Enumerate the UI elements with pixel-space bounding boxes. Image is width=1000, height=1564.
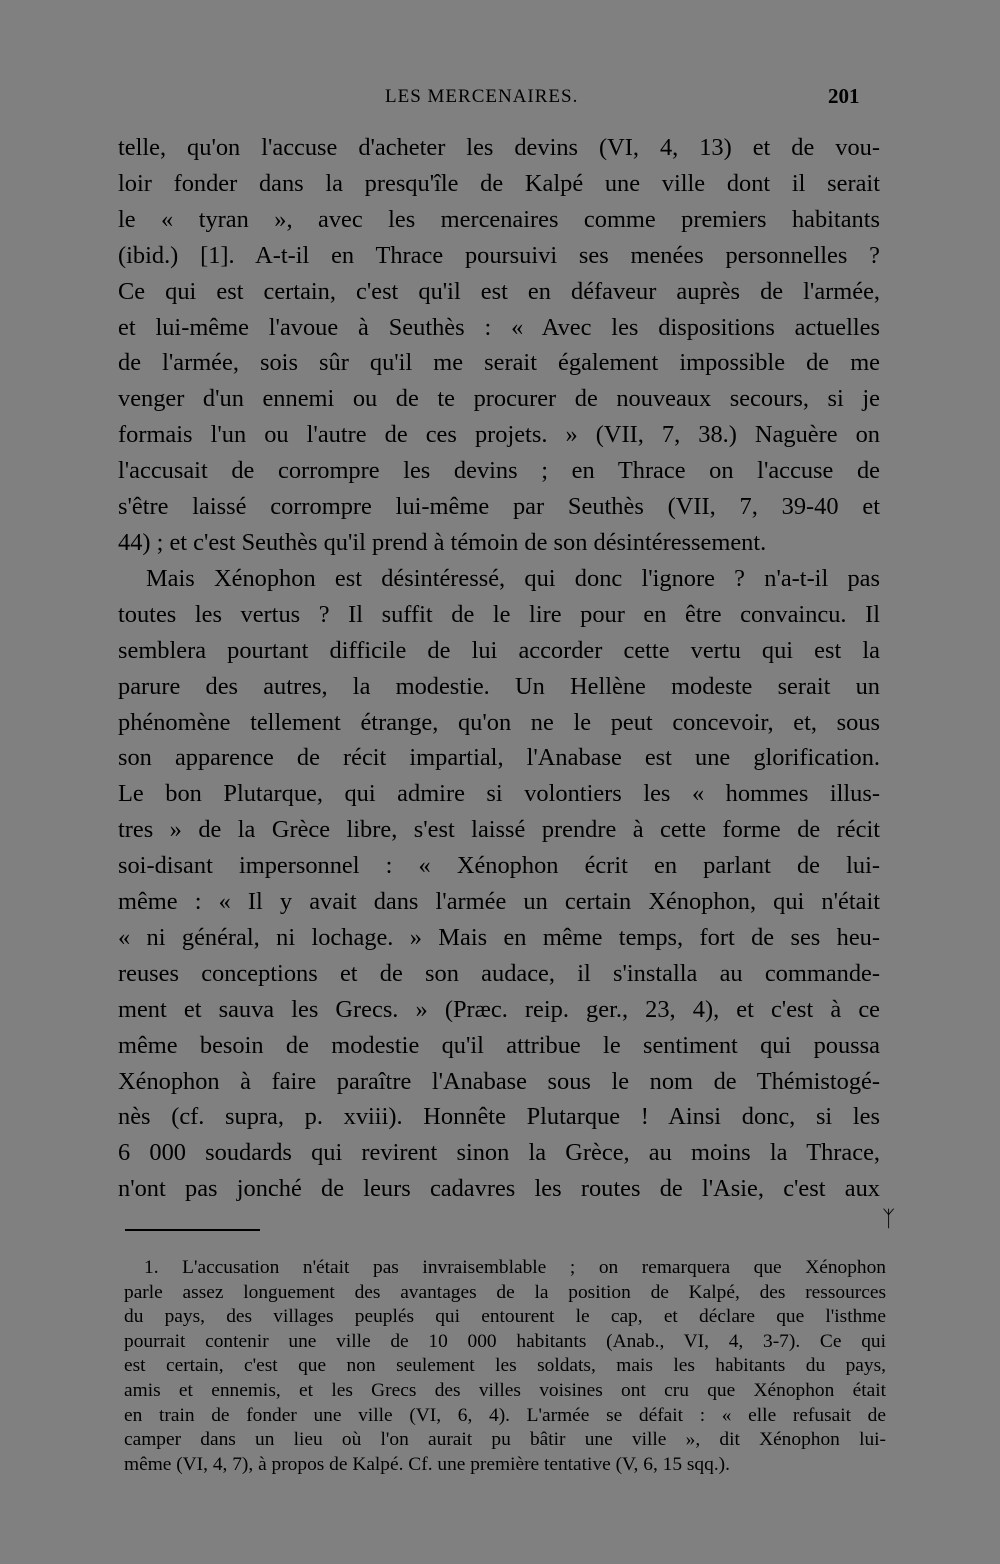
footnote-line: même (VI, 4, 7), à propos de Kalpé. Cf. une première tentative (V, 6, 15 sqq.). [124,1453,730,1475]
footnote-line: en train de fonder une ville (VI, 6, 4). L'armée se défait : « elle refusait de [124,1404,886,1426]
footnote-separator [125,1229,260,1231]
footnote-line: camper dans un lieu où l'on aurait pu bâtir une ville », dit Xénophon lui- [124,1429,886,1451]
text-line: nès (cf. supra, p. xviii). Honnête Plutarque ! Ainsi donc, si les [118,1103,880,1131]
text-line: venger d'un ennemi ou de te procurer de nouveaux secours, si je [118,385,880,413]
footnote-line: est certain, c'est que non seulement les soldats, mais les habitants du pays, [124,1355,886,1377]
text-line: de l'armée, sois sûr qu'il me serait également impossible de me [118,349,880,377]
text-line: 44) ; et c'est Seuthès qu'il prend à témoin de son désintéressement. [118,528,767,556]
text-line: loir fonder dans la presqu'île de Kalpé une ville dont il serait [118,169,880,197]
footnote [124,1256,886,1477]
footnote-line: 1. L'accusation n'était pas invraisemblable ; on remarquera que Xénophon [144,1257,886,1278]
text-line: et lui-même l'avoue à Seuthès : « Avec les dispositions actuelles [118,313,880,341]
text-line: Mais Xénophon est désintéressé, qui donc l'ignore ? n'a-t-il pas [146,564,880,592]
text-line: « ni général, ni lochage. » Mais en même temps, fort de ses heu- [118,923,880,951]
text-line: formais l'un ou l'autre de ces projets. » (VII, 7, 38.) Naguère on [118,421,880,449]
text-line: l'accusait de corrompre les devins ; en Thrace on l'accuse de [118,457,880,485]
signature-mark: ᛉ [882,1206,896,1231]
text-line: reuses conceptions et de son audace, il s'installa au commande- [118,959,880,987]
text-line: soi-disant impersonnel : « Xénophon écrit en parlant de lui- [118,852,880,880]
footnote-line: parle assez longuement des avantages de la position de Kalpé, des ressources [124,1281,886,1303]
text-line: Ce qui est certain, c'est qu'il est en défaveur auprès de l'armée, [118,277,880,305]
text-line: ment et sauva les Grecs. » (Præc. reip. ger., 23, 4), et c'est à ce [118,995,880,1023]
text-line: tres » de la Grèce libre, s'est laissé prendre à cette forme de récit [118,816,880,844]
page-number: 201 [828,84,860,108]
footnote-line: pourrait contenir une ville de 10 000 habitants (Anab., VI, 4, 3-7). Ce qui [124,1330,886,1352]
text-line: n'ont pas jonché de leurs cadavres les routes de l'Asie, c'est aux [118,1175,880,1203]
text-line: même : « Il y avait dans l'armée un certain Xénophon, qui n'était [118,888,880,916]
footnote-line: du pays, des villages peuplés qui entourent le cap, et déclare que l'isthme [124,1306,886,1328]
text-line: Xénophon à faire paraître l'Anabase sous le nom de Thémistogé- [118,1067,880,1095]
running-title: LES MERCENAIRES. [385,86,579,107]
text-line: son apparence de récit impartial, l'Anabase est une glorification. [118,744,880,772]
text-line: (ibid.) [1]. A-t-il en Thrace poursuivi ses menées personnelles ? [118,241,880,269]
footnote-line: amis et ennemis, et les Grecs des villes voisines ont cru que Xénophon était [124,1379,886,1401]
text-line: phénomène tellement étrange, qu'on ne le peut concevoir, et, sous [118,708,880,736]
text-line: parure des autres, la modestie. Un Hellène modeste serait un [118,672,880,700]
text-line: le « tyran », avec les mercenaires comme premiers habitants [118,205,880,233]
text-line: toutes les vertus ? Il suffit de le lire pour en être convaincu. Il [118,600,880,628]
text-line: semblera pourtant difficile de lui accorder cette vertu qui est la [118,636,880,664]
body-text [118,130,880,1207]
text-line: telle, qu'on l'accuse d'acheter les devins (VI, 4, 13) et de vou- [118,134,880,161]
text-line: s'être laissé corrompre lui-même par Seuthès (VII, 7, 39-40 et [118,493,880,521]
text-line: même besoin de modestie qu'il attribue le sentiment qui poussa [118,1031,880,1059]
text-line: Le bon Plutarque, qui admire si volontiers les « hommes illus- [118,780,880,808]
text-line: 6 000 soudards qui revirent sinon la Grèce, au moins la Thrace, [118,1139,880,1167]
